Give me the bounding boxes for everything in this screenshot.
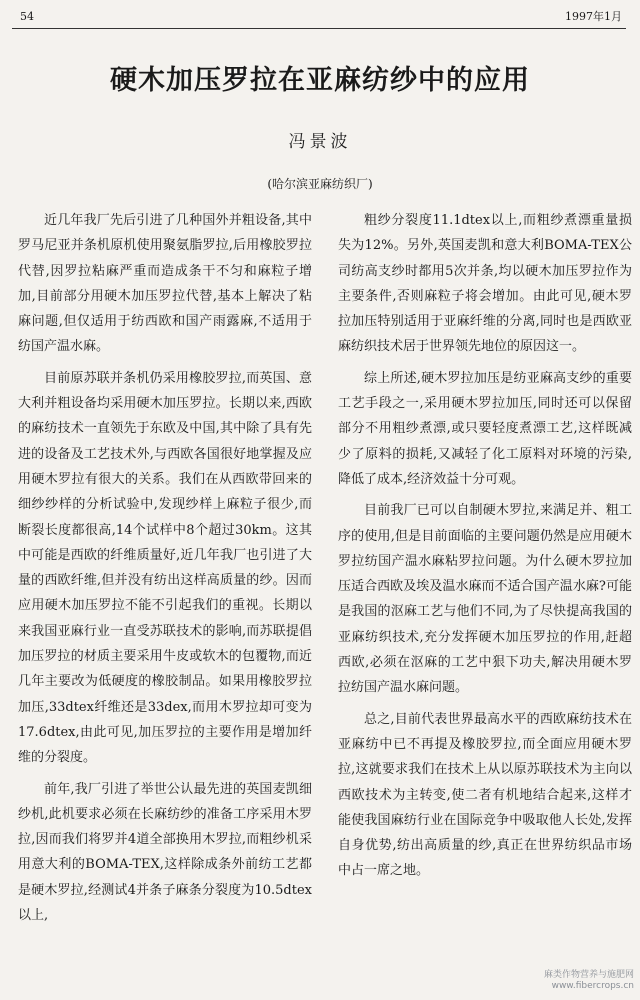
paragraph: 前年,我厂引进了举世公认最先进的英国麦凯细纱机,此机要求必须在长麻纺纱的准备工序采用木罗拉,因而我们将罗并4道全部换用木罗拉,而粗纱机采用意大利的BOMA-TEX,这样除成条外前纺工艺都是硬木罗拉,经测试4并条子麻条分裂度为10.5dtex以上,	[18, 781, 312, 924]
article-author: 冯景波	[288, 132, 352, 152]
left-column	[18, 208, 312, 934]
article-title: 硬木加压罗拉在亚麻纺纱中的应用	[110, 65, 530, 96]
header-rule	[12, 28, 626, 29]
paragraph: 总之,目前代表世界最高水平的西欧麻纺技术在亚麻纺中已不再提及橡胶罗拉,而全面应用硬木罗拉,这就要求我们在技术上从以原苏联技术为主向以西欧技术为主转变,使二者有机地结合起来,这样才能使我国麻纺行业在国际竞争中吸取他人长处,发挥自身优势,纺出高质量的纱,真正在世界纺织品市场中占一席之地。	[338, 711, 632, 879]
site-watermark	[544, 970, 634, 992]
paragraph: 目前我厂已可以自制硬木罗拉,来满足并、粗工序的使用,但是目前面临的主要问题仍然是应用硬木罗拉纺国产温水麻粘罗拉问题。为什么硬木罗拉加压适合西欧及埃及温水麻而不适合国产温水麻?可能是我国的沤麻工艺与他们不同,为了尽快提高我国的亚麻纺织技术,充分发挥硬木加压罗拉的作用,赶超西欧,必须在沤麻的工艺中狠下功夫,解决用硬木罗拉纺国产温水麻问题。	[338, 503, 632, 696]
paragraph: 近几年我厂先后引进了几种国外并粗设备,其中罗马尼亚并条机原机使用聚氨脂罗拉,后用橡胶罗拉代替,因罗拉粘麻严重而造成条干不匀和麻粒子增加,目前部分用硬木加压罗拉代替,基本上解决了粘麻问题,但仅适用于纺西欧和国产雨露麻,不适用于纺国产温水麻。	[18, 213, 312, 355]
article-affiliation: (哈尔滨亚麻纺织厂)	[267, 177, 373, 191]
paragraph: 目前原苏联并条机仍采用橡胶罗拉,而英国、意大利并粗设备均采用硬木加压罗拉。长期以来,西欧的麻纺技术一直领先于东欧及中国,其中除了具有先进的设备及工艺技术外,与西欧各国很好地掌握及应用硬木罗拉有很大的关系。我们在从西欧带回来的细纱纱样的分析试验中,发现纱样上麻粒子很少,而断裂长度都很高,14个试样中8个超过30km。这其中可能是西欧的纤维质量好,近几年我厂也引进了大量的西欧纤维,但并没有纺出这样高质量的纱。因而应用硬木加压罗拉不能不引起我们的重视。长期以来我国亚麻行业一直受苏联技术的影响,而苏联提倡加压罗拉的材质主要采用牛皮或软木的包覆物,而近几年主要改为低硬度的橡胶制品。如果用橡胶罗拉加压,33dtex纤维还是33dex,而用木罗拉却可变为17.6dtex,由此可见,加压罗拉的主要作用是增加纤维的分裂度。	[18, 370, 312, 766]
issue-date: 1997年1月	[565, 10, 622, 23]
paragraph: 综上所述,硬木罗拉加压是纺亚麻高支纱的重要工艺手段之一,采用硬木罗拉加压,同时还可以保留部分不用粗纱煮漂,或只要轻度煮漂工艺,这样既减少了原料的损耗,又减轻了化工原料对环境的污染,降低了成本,经济效益十分可观。	[338, 370, 632, 487]
right-column	[338, 208, 632, 890]
page-number: 54	[20, 10, 34, 23]
watermark-url: www.fibercrops.cn	[551, 981, 634, 991]
paragraph: 粗纱分裂度11.1dtex以上,而粗纱煮漂重量损失为12%。另外,英国麦凯和意大利BOMA-TEX公司纺高支纱时都用5次并条,均以硬木加压罗拉作为主要条件,否则麻粒子将会增加。由此可见,硬木罗拉加压特别适用于亚麻纤维的分离,同时也是西欧亚麻纺织技术居于世界领先地位的原因这一。	[338, 213, 632, 355]
page-header	[20, 8, 622, 26]
watermark-site-name: 麻类作物营养与施肥网	[543, 970, 634, 980]
